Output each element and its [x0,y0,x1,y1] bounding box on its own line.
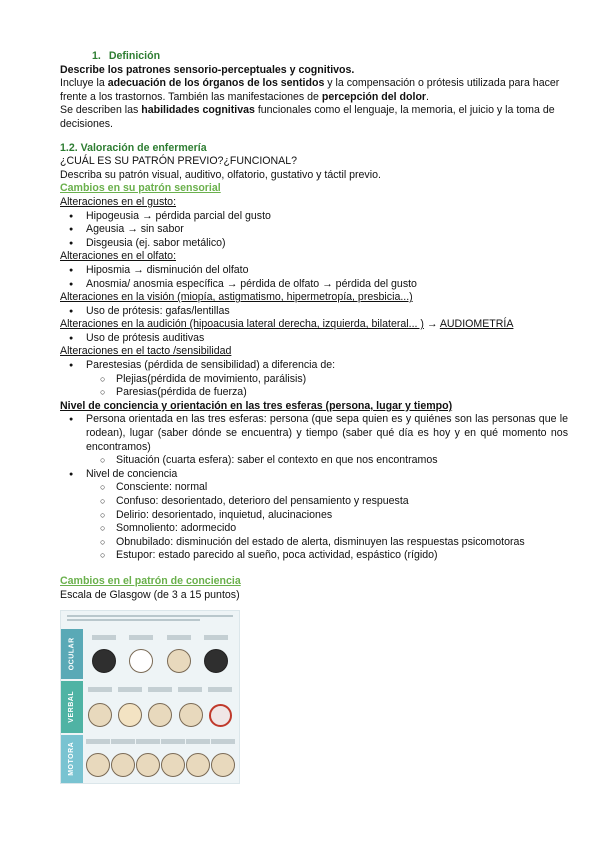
list-item: ● Nivel de conciencia [60,468,568,482]
olfato-list [60,264,568,291]
list-subitem: ○ Plejias(pérdida de movimiento, parálisis) [60,373,568,387]
band-motora [61,735,83,783]
list-subitem: ○ Paresias(pérdida de fuerza) [60,386,568,400]
bold-run: habilidades cognitivas [141,104,255,117]
conciencia-list [60,413,568,563]
paragraph-1 [60,77,568,104]
body-icon [161,753,185,777]
list-item: ● Uso de prótesis: gafas/lentillas [60,305,568,319]
figure-header [67,615,233,625]
list-subitem: ○ Consciente: normal [60,481,568,495]
list-subitem: ○ Estupor: estado parecido al sueño, poca actividad, espástico (rígido) [60,549,568,563]
motora-icons [85,753,235,777]
list-item: ● Parestesias (pérdida de sensibilidad) a diferencia de: [60,359,568,373]
alert-icon [129,649,153,673]
describe-line: Describa su patrón visual, auditivo, olfatorio, gustativo y táctil previo. [60,168,381,181]
speech-icon [88,703,112,727]
audicion-list [60,332,568,346]
vision-heading: Alteraciones en la visión (miopía, astigmatismo, hipermetropía, presbicia...) [60,291,413,304]
section-number: 1. [92,50,101,62]
verbal-icons [85,703,235,727]
list-item: ● Hiposmia → disminución del olfato [60,264,568,278]
list-item: ● Persona orientada en las tres esferas: persona (que sepa quien es y quiénes son las personas que le rodean), lugar (saber dónde se encuentra) y tiempo (saber qué día es hoy y en qué momento nos encontramos) [60,413,568,454]
ocular-tags [85,635,235,640]
text-run: . [426,90,429,103]
band-ocular [61,629,83,679]
band-label: VERBAL [68,691,76,724]
section-heading-valoracion: 1.2. Valoración de enfermería [60,141,207,154]
motora-tags [85,739,235,744]
audiometria-text: AUDIOMETRÍA [439,318,514,331]
text-run: funcionales como el lenguaje, la memoria, el juicio y la toma de decisiones. [60,104,555,130]
section-title: Definición [108,50,161,62]
gusto-list [60,210,568,251]
list-item: ● Hipogeusia → pérdida parcial del gusto [60,210,568,224]
list-item: ● Anosmia/ anosmia específica → pérdida de olfato → pérdida del gusto [60,278,568,292]
paragraph-2 [60,104,568,131]
question-line: ¿CUÁL ES SU PATRÓN PREVIO?¿FUNCIONAL? [60,155,298,168]
text-run: y la compensación o prótesis utilizada para hacer frente a los trastornos. También las manifestaciones de [60,77,560,103]
mute-icon [209,704,232,727]
olfato-heading: Alteraciones en el olfato: [60,250,177,263]
verbal-tags [85,687,235,692]
hand-icon [167,649,191,673]
body-icon [111,753,135,777]
tacto-heading: Alteraciones en el tacto /sensibilidad [60,345,232,358]
text-run: Incluye la [60,77,108,90]
list-subitem: ○ Somnoliento: adormecido [60,522,568,536]
body-icon [211,753,235,777]
body-icon [186,753,210,777]
list-subitem: ○ Obnubilado: disminución del estado de alerta, disminuyen las respuestas psicomotoras [60,536,568,550]
subheading-patron-conciencia: Cambios en el patrón de conciencia [60,574,241,587]
band-label: MOTORA [68,742,76,777]
document-page [60,50,568,784]
list-subitem: ○ Confuso: desorientado, deterioro del pensamiento y respuesta [60,495,568,509]
list-item: ● Disgeusia (ej. sabor metálico) [60,237,568,251]
list-item: ● Ageusia → sin sabor [60,223,568,237]
closed-eye-icon [204,649,228,673]
band-verbal [61,681,83,733]
bold-run: percepción del dolor [321,90,427,103]
list-subitem: ○ Situación (cuarta esfera): saber el contexto en que nos encontramos [60,454,568,468]
audicion-heading-text: Alteraciones en la audición (hipoacusia lateral derecha, izquierda, bilateral... ) [60,318,424,331]
question-icon [118,703,142,727]
conciencia-heading: Nivel de conciencia y orientación en las tres esferas (persona, lugar y tiempo) [60,399,453,412]
glasgow-scale-image [60,610,240,784]
audicion-heading [60,318,568,332]
bold-intro: Describe los patrones sensorio-perceptuales y cognitivos. [60,63,355,76]
glasgow-line: Escala de Glasgow (de 3 a 15 puntos) [60,588,240,601]
tacto-list [60,359,568,400]
sound-icon [179,703,203,727]
gusto-heading: Alteraciones en el gusto: [60,195,177,208]
eye-icon [92,649,116,673]
subheading-sensorial: Cambios en su patrón sensorial [60,182,221,195]
band-label: OCULAR [68,637,76,671]
list-item: ● Uso de prótesis auditivas [60,332,568,346]
bold-run: adecuación de los órganos de los sentidos [107,77,325,90]
ocular-icons [85,649,235,673]
body-icon [136,753,160,777]
list-subitem: ○ Delirio: desorientado, inquietud, alucinaciones [60,509,568,523]
arrow-text: → [423,318,440,331]
body-icon [86,753,110,777]
words-icon [148,703,172,727]
vision-list [60,305,568,319]
text-run: Se describen las [60,104,142,117]
section-heading-definicion [92,50,568,64]
